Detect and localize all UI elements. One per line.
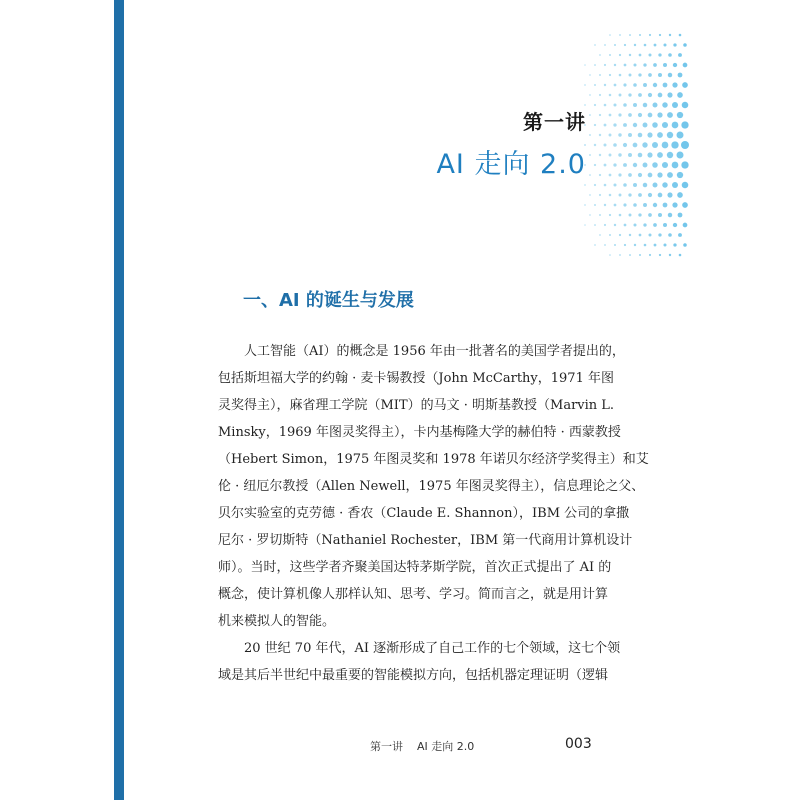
body-text [218, 338, 649, 689]
text-line: 域是其后半世纪中最重要的智能模拟方向，包括机器定理证明（逻辑 [218, 668, 609, 683]
text-line: 尼尔 · 罗切斯特（Nathaniel Rochester，IBM 第一代商用计算机设计 [218, 533, 633, 548]
chapter-title: AI 走向 2.0 [436, 149, 586, 180]
decorative-dot-pattern [560, 20, 690, 260]
left-accent-bar [114, 0, 124, 800]
text-line: 灵奖得主），麻省理工学院（MIT）的马文 · 明斯基教授（Marvin L. [218, 398, 615, 413]
text-line: Minsky，1969 年图灵奖得主），卡内基梅隆大学的赫伯特 · 西蒙教授 [218, 425, 621, 440]
text-line: 20 世纪 70 年代，AI 逐渐形成了自己工作的七个领域，这七个领 [244, 641, 621, 656]
footer-running-title [370, 738, 474, 754]
chapter-label: 第一讲 [523, 110, 586, 134]
text-line: 机来模拟人的智能。 [218, 614, 336, 629]
text-line: （Hebert Simon，1975 年图灵奖和 1978 年诺贝尔经济学奖得主）和艾 [218, 452, 649, 467]
page-number: 003 [565, 736, 592, 752]
paragraph-2 [218, 635, 621, 689]
text-line: 概念，使计算机像人那样认知、思考、学习。简而言之，就是用计算 [218, 587, 609, 602]
text-line: 师）。当时，这些学者齐聚美国达特茅斯学院，首次正式提出了 AI 的 [218, 560, 612, 575]
section-heading: 一、AI 的诞生与发展 [243, 290, 414, 311]
text-line: 包括斯坦福大学的约翰 · 麦卡锡教授（John McCarthy，1971 年图 [218, 371, 614, 386]
text-line: 贝尔实验室的克劳德 · 香农（Claude E. Shannon），IBM 公司的拿撒 [218, 506, 630, 521]
text-line: 人工智能（AI）的概念是 1956 年由一批著名的美国学者提出的， [244, 344, 625, 359]
text-line: 伦 · 纽厄尔教授（Allen Newell，1975 年图灵奖得主），信息理论之父、 [218, 479, 645, 494]
paragraph-1 [218, 338, 649, 635]
footer-running-title-text: 第一讲 AI 走向 2.0 [370, 740, 475, 753]
